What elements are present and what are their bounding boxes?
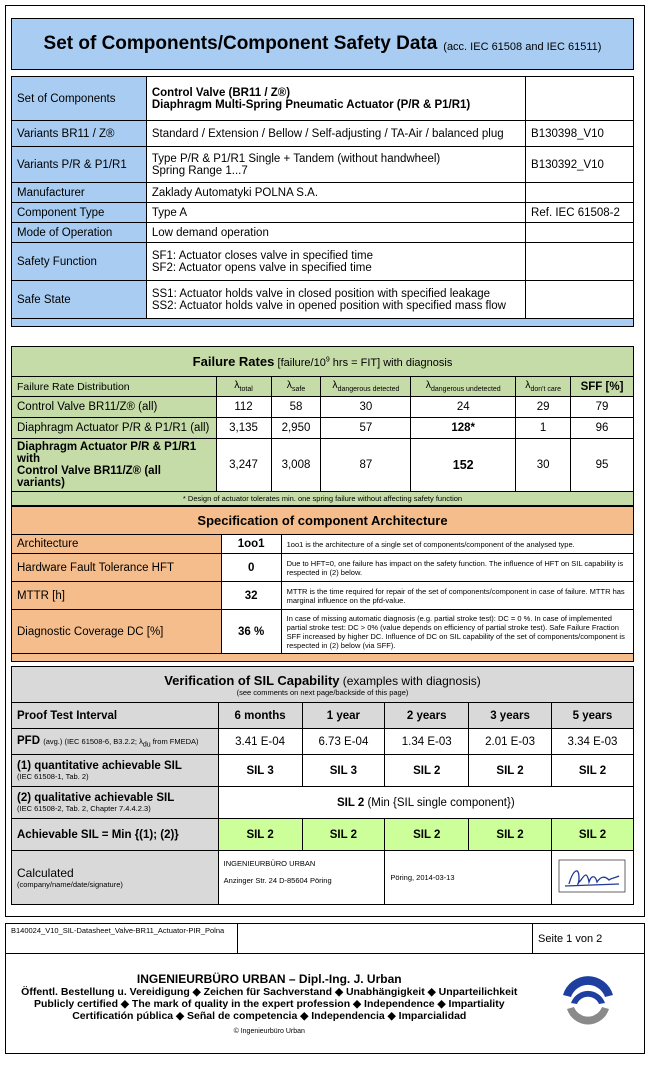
footer-logo-cell [533,954,645,1054]
signature-image [557,856,627,896]
verification-header [12,667,634,703]
row-ref [526,281,634,319]
arch-row-mttr [12,582,634,610]
quant-sil-value: SIL 2 [469,755,552,787]
achievable-sil-label: Achievable SIL = Min {(1); (2)} [12,819,219,851]
cell-safe: 58 [271,397,321,418]
cell-safe: 2,950 [271,418,321,439]
row-safety-function [12,243,634,281]
page-indicator: Seite 1 von 2 [533,924,645,954]
calculated-row [12,851,634,905]
cell-dontcare: 1 [516,418,571,439]
architecture-table [11,506,634,662]
footer-line-3: Certificatión pública ◆ Señal de competencia ◆ Independencia ◆ Imparcialidad [72,1010,467,1022]
achievable-sil-value: SIL 2 [469,819,552,851]
calculated-label: Calculated [17,866,74,880]
footer-org-block [6,954,533,1054]
row-mode-of-operation [12,223,634,243]
row-value: Low demand operation [146,223,525,243]
value-line-1: Control Valve (BR11 / Z®) [151,86,291,99]
qual-sil-ref: (IEC 61508-2, Tab. 2, Chapter 7.4.4.2.3) [17,804,151,813]
cell-dd: 87 [321,439,411,492]
architecture-footer-bar [12,654,634,662]
verification-title: Verification of SIL Capability [164,672,340,688]
cell-total: 3,135 [216,418,271,439]
signature-cell [551,851,633,905]
row-value: 32 [221,582,281,610]
pfd-value: 6.73 E-04 [302,729,385,755]
cell-dd: 30 [321,397,411,418]
interval-cell: 5 years [551,703,633,729]
row-label: Set of Components [12,77,147,121]
arch-row-dc [12,610,634,654]
cell-sff: 79 [571,397,634,418]
company-address: Anzinger Str. 24 D-85604 Pöring [223,876,332,885]
row-label-2: Control Valve BR11/Z® (all variants) [17,465,161,489]
row-label: Control Valve BR11/Z® (all) [12,397,217,418]
row-note: In case of missing automatic diagnosis (e.g. partial stroke test): DC = 0 %. In case of implemented partial stroke test: DC > 0% (value depends on efficiency of partial stroke test). Safe Failure Fraction SFF increased by higher DC. Influence of DC on SIL capability of the set of components/component is respected in (2) below (via SFF). [281,610,633,654]
cell-du: 128* [411,418,516,439]
footer-table [5,923,645,1054]
row-ref: B130392_V10 [526,147,634,183]
achievable-sil-value: SIL 2 [551,819,633,851]
col-header-dd: $\lambda_{dangerous detected}$ [321,377,411,397]
interval-cell: 1 year [302,703,385,729]
achievable-sil-value: SIL 2 [302,819,385,851]
failure-rates-col-headers [12,377,634,397]
row-value: 0 [221,554,281,582]
cell-sff: 96 [571,418,634,439]
arch-row-hft [12,554,634,582]
row-label: Safe State [12,281,147,319]
architecture-title: Specification of component Architecture [12,507,634,535]
row-value: Zaklady Automatyki POLNA S.A. [146,183,525,203]
arch-row-architecture [12,535,634,554]
cell-du: 152 [411,439,516,492]
title-box [11,18,634,70]
row-label: Diaphragm Actuator P/R & P1/R1 with [17,441,197,465]
interval-cell: 2 years [385,703,469,729]
cell-dontcare: 30 [516,439,571,492]
pfd-label: PFD [17,734,40,747]
row-ref [526,77,634,121]
quant-sil-value: SIL 3 [302,755,385,787]
place-date: Pöring, 2014-03-13 [385,851,552,905]
failure-rates-title: Failure Rates [192,354,275,369]
failure-row-combined [12,439,634,492]
company-name: INGENIEURBÜRO URBAN [223,859,316,868]
cell-total: 112 [216,397,271,418]
failure-rates-unit: [$failure/10^9$ hrs = FIT] with diagnosis [277,356,453,369]
col-header-total: $\lambda_{total}$ [216,377,271,397]
failure-row-valve [12,397,634,418]
verification-title-suffix: (examples with diagnosis) [342,673,481,688]
achievable-sil-value: SIL 2 [385,819,469,851]
pfd-row [12,729,634,755]
pfd-value: 1.34 E-03 [385,729,469,755]
quant-sil-row [12,755,634,787]
pfd-value: 3.41 E-04 [218,729,302,755]
achievable-sil-value: SIL 2 [218,819,302,851]
verification-table [11,666,634,905]
row-set-of-components [12,77,634,121]
document-id: B140024_V10_SIL-Datasheet_Valve-BR11_Actuator-PIR_Polna [6,924,238,954]
value-line-2: SF2: Actuator opens valve in specified time [151,261,372,274]
row-label: Diaphragm Actuator P/R & P1/R1 (all) [12,418,217,439]
components-footer-bar [12,319,634,327]
cell-du: 24 [411,397,516,418]
row-label: Hardware Fault Tolerance HFT [12,554,222,582]
interval-cell: 3 years [469,703,552,729]
row-value: 1oo1 [221,535,281,554]
row-variants-pr [12,147,634,183]
row-label: Diagnostic Coverage DC [%] [12,610,222,654]
failure-rates-header [12,347,634,377]
failure-row-actuator [12,418,634,439]
col-header-sff: SFF [%] [571,377,634,397]
cell-dontcare: 29 [516,397,571,418]
pfd-label-cell [12,729,219,755]
row-label: Mode of Operation [12,223,147,243]
verification-subtitle: (see comments on next page/backside of this page) [236,687,409,697]
row-ref: Ref. IEC 61508-2 [526,203,634,223]
qual-sil-note: (Min {SIL single component}) [367,796,515,809]
value-line-1: Type P/R & P1/R1 Single + Tandem (without handwheel) [151,152,441,165]
row-label: MTTR [h] [12,582,222,610]
col-header-distribution: Failure Rate Distribution [12,377,217,397]
quant-sil-value: SIL 2 [385,755,469,787]
components-table [11,76,634,327]
row-value: Standard / Extension / Bellow / Self-adjusting / TA-Air / balanced plug [146,121,525,147]
failure-footnote: * Design of actuator tolerates min. one spring failure without affecting safety function [12,492,634,506]
row-manufacturer [12,183,634,203]
page-subtitle: (acc. IEC 61508 and IEC 61511) [443,40,602,53]
page-title: Set of Components/Component Safety Data [43,33,438,54]
quant-sil-ref: (IEC 61508-1, Tab. 2) [17,772,89,781]
value-line-1: SS1: Actuator holds valve in closed position with specified leakage [151,287,491,300]
row-label: Variants P/R & P1/R1 [12,147,147,183]
pfd-note: (avg.) (IEC 61508-6, B3.2.2; $\lambda_{du}$ from FMEDA) [43,736,199,749]
footer-org: INGENIEURBÜRO URBAN – Dipl.-Ing. J. Urban [136,972,402,986]
company-logo [551,965,625,1039]
qual-sil-value: SIL 2 [336,796,365,809]
value-line-2: Spring Range 1...7 [151,164,248,177]
col-header-safe: $\lambda_{safe}$ [271,377,321,397]
pfd-value: 2.01 E-03 [469,729,552,755]
qual-sil-label: (2) qualitative achievable SIL [17,792,175,804]
row-value: Type A [146,203,525,223]
row-ref [526,223,634,243]
calculated-note: (company/name/date/signature) [17,880,123,889]
value-line-2: SS2: Actuator holds valve in opened position with specified mass flow [151,299,506,312]
row-component-type [12,203,634,223]
col-header-du: $\lambda_{dangerous undetected}$ [411,377,516,397]
row-note: Due to HFT=0, one failure has impact on the safety function. The influence of HFT on SIL capability is respected in (2) below. [281,554,633,582]
row-note: 1oo1 is the architecture of a single set of components/component of the analysed type. [281,535,633,554]
row-label: Component Type [12,203,147,223]
row-label: Architecture [12,535,222,554]
row-ref: B130398_V10 [526,121,634,147]
cell-dd: 57 [321,418,411,439]
pfd-value: 3.34 E-03 [551,729,633,755]
row-label: Manufacturer [12,183,147,203]
failure-rates-table [11,346,634,506]
row-safe-state [12,281,634,319]
footer-line-1: Öffentl. Bestellung u. Vereidigung ◆ Zeichen für Sachverstand ◆ Unabhängigkeit ◆ Unparteilichkeit [21,986,518,998]
cell-safe: 3,008 [271,439,321,492]
row-ref [526,183,634,203]
cell-sff: 95 [571,439,634,492]
interval-cell: 6 months [218,703,302,729]
row-label: Safety Function [12,243,147,281]
quant-sil-value: SIL 2 [551,755,633,787]
achievable-sil-row [12,819,634,851]
cell-total: 3,247 [216,439,271,492]
quant-sil-label: (1) quantitative achievable SIL [17,760,182,772]
row-ref [526,243,634,281]
row-label: Variants BR11 / Z® [12,121,147,147]
value-line-2: Diaphragm Multi-Spring Pneumatic Actuator (P/R & P1/R1) [151,98,471,111]
proof-test-label: Proof Test Interval [12,703,219,729]
row-note: MTTR is the time required for repair of the set of components/component in case of failure. MTTR has marginal influence on the pfd-value. [281,582,633,610]
col-header-dontcare: $\lambda_{don't care}$ [516,377,571,397]
qual-sil-cell [218,787,633,819]
row-variants-br11 [12,121,634,147]
qual-sil-row [12,787,634,819]
footer-line-2: Publicly certified ◆ The mark of quality in the expert profession ◆ Independence ◆ Impartiality [33,998,505,1010]
proof-test-row [12,703,634,729]
quant-sil-value: SIL 3 [218,755,302,787]
row-value: 36 % [221,610,281,654]
value-line-1: SF1: Actuator closes valve in specified time [151,249,373,262]
footer-copyright: © Ingenieurbüro Urban [233,1028,305,1035]
